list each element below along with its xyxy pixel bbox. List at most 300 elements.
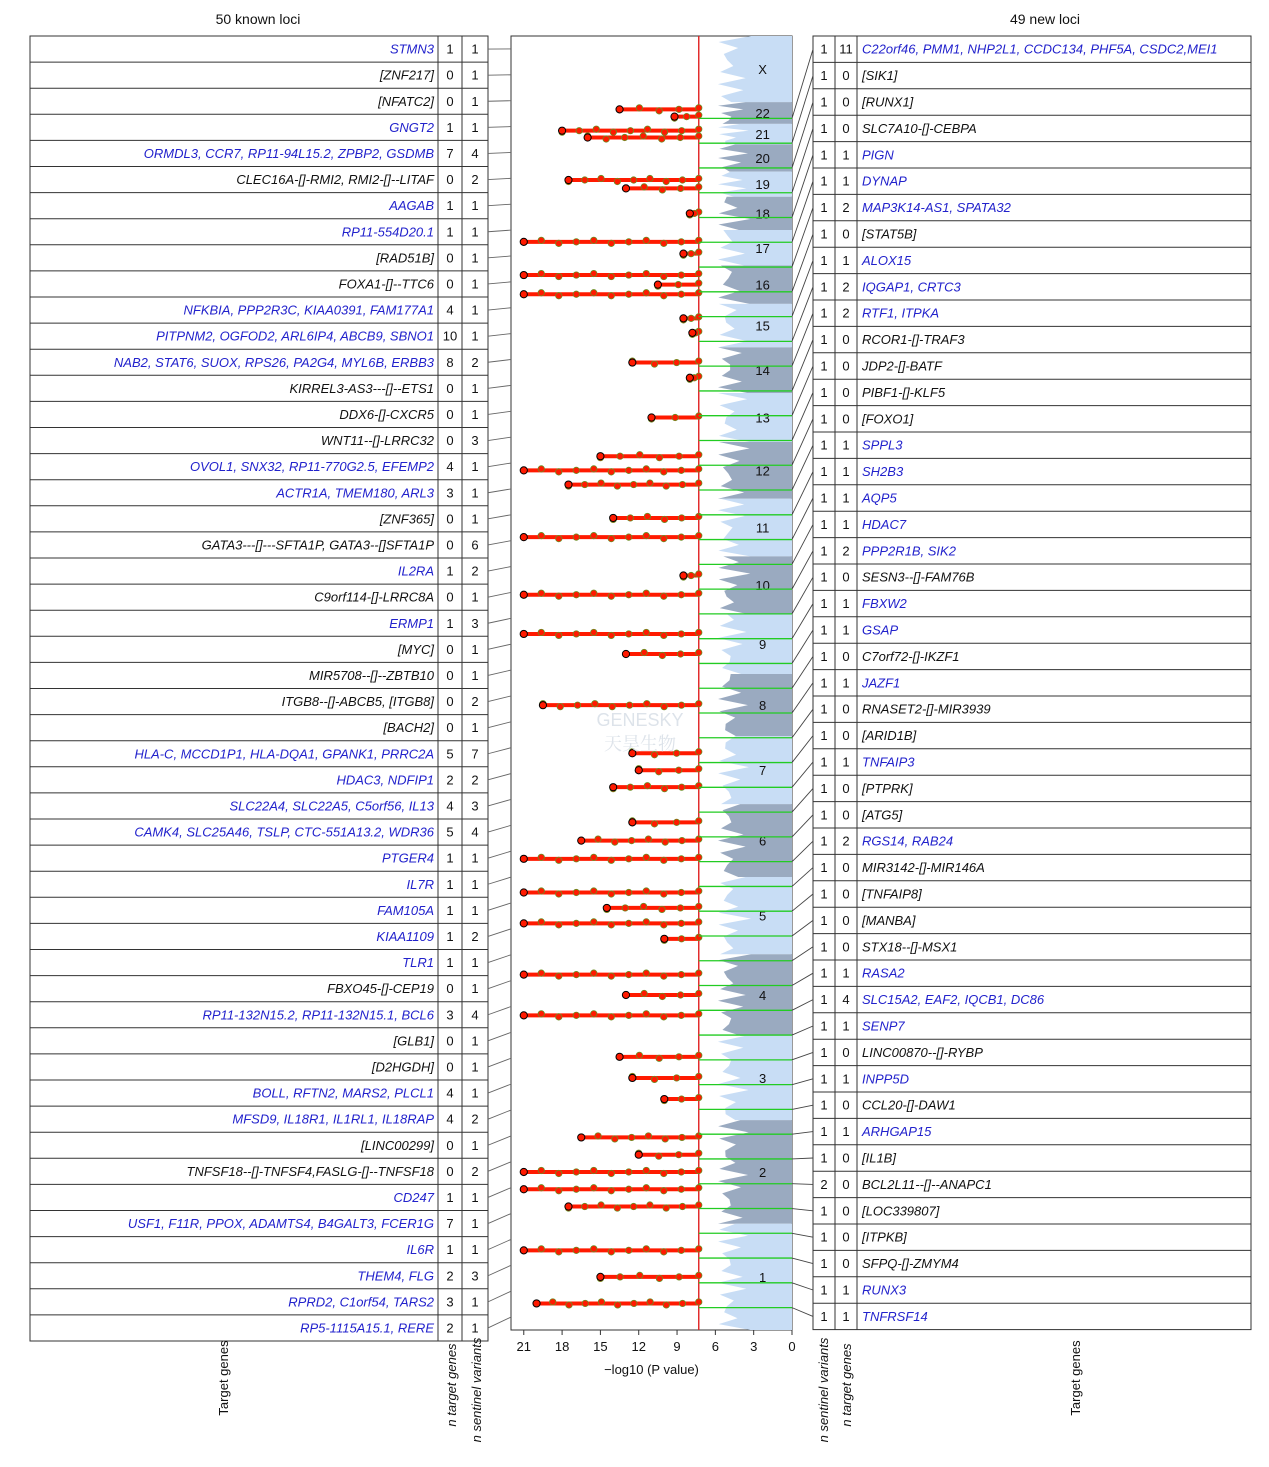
- new-locus-n-target-genes: 1: [842, 464, 850, 480]
- known-locus-n-target-genes: 0: [446, 537, 454, 553]
- sentinel-point: [622, 185, 629, 192]
- peak-point: [679, 177, 685, 183]
- peak-point: [675, 281, 681, 287]
- known-locus-n-target-genes: 7: [446, 1216, 454, 1232]
- new-locus-n-target-genes: 2: [842, 305, 850, 321]
- peak-point: [656, 1275, 662, 1281]
- peak-point: [661, 922, 667, 928]
- peak-point: [626, 889, 632, 895]
- new-locus-n-target-genes: 1: [842, 173, 850, 189]
- new-locus-n-target-genes: 0: [842, 94, 850, 110]
- peak-point: [678, 515, 684, 521]
- peak-point: [617, 453, 623, 459]
- new-locus-n-sentinel: 1: [820, 1044, 828, 1060]
- known-locus-genes: RPRD2, C1orf54, TARS2: [288, 1294, 434, 1310]
- known-locus-n-sentinel: 1: [471, 1137, 479, 1153]
- new-locus-genes: SESN3--[]-FAM76B: [862, 569, 975, 585]
- peak-point: [679, 1300, 685, 1306]
- new-locus-n-sentinel: 1: [820, 648, 828, 664]
- peak-point: [538, 854, 544, 860]
- sentinel-point: [603, 904, 610, 911]
- new-locus-connector: [792, 868, 813, 887]
- new-locus-n-sentinel: 1: [820, 384, 828, 400]
- peak-point: [556, 922, 562, 928]
- known-locus-n-target-genes: 1: [446, 876, 454, 892]
- known-locus-genes: IL6R: [406, 1242, 434, 1258]
- known-locus-connector: [488, 774, 511, 780]
- known-locus-n-target-genes: 0: [446, 172, 454, 188]
- new-locus-n-target-genes: 2: [842, 200, 850, 216]
- chromosome-label: 16: [755, 277, 770, 293]
- peak-point: [661, 1014, 667, 1020]
- known-locus-n-sentinel: 2: [471, 563, 479, 579]
- new-locus-genes: RNASET2-[]-MIR3939: [862, 701, 991, 717]
- peak-point: [678, 784, 684, 790]
- x-tick-label: 9: [673, 1339, 681, 1354]
- new-locus-n-target-genes: 0: [842, 912, 850, 928]
- peak-point: [696, 700, 702, 706]
- peak-point: [643, 1011, 649, 1017]
- known-locus-genes: FAM105A: [377, 902, 434, 918]
- known-locus-genes: USF1, F11R, PPOX, ADAMTS4, B4GALT3, FCER1G: [127, 1216, 434, 1232]
- peak-point: [608, 973, 614, 979]
- new-locus-n-target-genes: 1: [842, 675, 850, 691]
- peak-point: [573, 856, 579, 862]
- peak-point: [647, 175, 653, 181]
- peak-point: [696, 990, 702, 996]
- peak-point: [641, 649, 647, 655]
- peak-point: [696, 1272, 702, 1278]
- new-locus-connector: [792, 788, 813, 812]
- peak-point: [576, 127, 582, 133]
- new-locus-genes: [LOC339807]: [862, 1203, 940, 1219]
- new-locus-connector: [792, 1079, 813, 1085]
- new-locus-genes: SLC15A2, EAF2, IQCB1, DC86: [862, 992, 1045, 1008]
- new-locus-n-target-genes: 1: [842, 252, 850, 268]
- new-locus-connector: [792, 366, 813, 416]
- new-locus-n-sentinel: 1: [820, 464, 828, 480]
- peak-point: [677, 905, 683, 911]
- peak-point: [661, 516, 667, 522]
- known-locus-connector: [488, 541, 511, 545]
- new-locus-genes: C22orf46, PMM1, NHP2L1, CCDC134, PHF5A, CSDC2,MEI1: [862, 41, 1218, 57]
- peak-point: [678, 592, 684, 598]
- peak-point: [661, 293, 667, 299]
- new-locus-n-sentinel: 1: [820, 147, 828, 163]
- known-locus-n-sentinel: 1: [471, 1059, 479, 1075]
- known-locus-connector: [488, 851, 511, 858]
- peak-point: [661, 469, 667, 475]
- peak-point: [696, 1094, 702, 1100]
- peak-point: [643, 290, 649, 296]
- known-locus-n-target-genes: 2: [446, 772, 454, 788]
- new-locus-n-target-genes: 0: [842, 1044, 850, 1060]
- new-locus-n-sentinel: 1: [820, 912, 828, 928]
- peak-point: [614, 1302, 620, 1308]
- x-tick-label: 15: [593, 1339, 608, 1354]
- known-locus-n-sentinel: 1: [471, 380, 479, 396]
- peak-point: [696, 452, 702, 458]
- peak-point: [663, 1302, 669, 1308]
- peak-point: [595, 836, 601, 842]
- peak-point: [678, 920, 684, 926]
- peak-point: [661, 593, 667, 599]
- sentinel-point: [565, 481, 572, 488]
- peak-point: [663, 1205, 669, 1211]
- known-locus-genes: PTGER4: [381, 850, 434, 866]
- new-locus-n-sentinel: 1: [820, 1071, 828, 1087]
- peak-point: [644, 782, 650, 788]
- peak-point: [591, 1246, 597, 1252]
- new-locus-connector: [792, 736, 813, 763]
- known-locus-n-target-genes: 0: [446, 276, 454, 292]
- peak-point: [661, 785, 667, 791]
- sentinel-point: [520, 591, 527, 598]
- new-locus-n-target-genes: 0: [842, 1203, 850, 1219]
- x-tick-label: 0: [788, 1339, 796, 1354]
- sentinel-point: [520, 889, 527, 896]
- new-locus-connector: [792, 630, 813, 663]
- new-locus-n-sentinel: 1: [820, 490, 828, 506]
- sentinel-point: [654, 281, 661, 288]
- peak-point: [662, 839, 668, 845]
- sentinel-point: [597, 1273, 604, 1280]
- chromosome-label: 13: [755, 410, 770, 426]
- peak-point: [582, 177, 588, 183]
- peak-point: [661, 973, 667, 979]
- left-panel-title: 50 known loci: [215, 11, 301, 27]
- sentinel-point: [686, 210, 693, 217]
- new-locus-genes: TNFAIP3: [862, 754, 915, 770]
- new-locus-n-sentinel: 2: [820, 1176, 828, 1192]
- peak-point: [591, 237, 597, 243]
- peak-point: [673, 819, 679, 825]
- new-loci-table: [813, 36, 1251, 1330]
- peak-point: [678, 291, 684, 297]
- new-locus-genes: RUNX3: [862, 1282, 907, 1298]
- known-locus-connector: [488, 230, 511, 232]
- known-locus-n-target-genes: 3: [446, 1007, 454, 1023]
- peak-point: [591, 1011, 597, 1017]
- peak-point: [696, 133, 702, 139]
- new-locus-genes: SFPQ-[]-ZMYM4: [862, 1256, 959, 1272]
- peak-point: [556, 1014, 562, 1020]
- known-locus-connector: [488, 1007, 511, 1015]
- peak-point: [538, 1011, 544, 1017]
- peak-point: [678, 856, 684, 862]
- known-locus-n-target-genes: 2: [446, 1268, 454, 1284]
- known-locus-n-sentinel: 1: [471, 720, 479, 736]
- known-locus-connector: [488, 644, 511, 649]
- new-locus-n-sentinel: 1: [820, 992, 828, 1008]
- peak-point: [643, 237, 649, 243]
- known-locus-n-sentinel: 1: [471, 302, 479, 318]
- peak-point: [626, 1012, 632, 1018]
- sentinel-point: [629, 819, 636, 826]
- known-locus-n-target-genes: 4: [446, 1111, 454, 1127]
- right-n-target-genes-label: n target genes: [839, 1343, 854, 1427]
- known-locus-connector: [488, 152, 511, 153]
- new-locus-genes: IQGAP1, CRTC3: [862, 279, 961, 295]
- new-locus-genes: [STAT5B]: [862, 226, 917, 242]
- known-locus-genes: THEM4, FLG: [357, 1268, 434, 1284]
- peak-point: [636, 1052, 642, 1058]
- known-locus-n-sentinel: 2: [471, 772, 479, 788]
- peak-point: [538, 270, 544, 276]
- known-locus-n-target-genes: 1: [446, 224, 454, 240]
- known-locus-genes: ORMDL3, CCR7, RP11-94L15.2, ZPBP2, GSDMB: [143, 145, 434, 161]
- left-n-target-genes-label: n target genes: [444, 1343, 459, 1427]
- new-locus-n-sentinel: 1: [820, 728, 828, 744]
- sentinel-point: [610, 514, 617, 521]
- chromosome-label: 17: [755, 240, 770, 256]
- sentinel-point: [610, 784, 617, 791]
- new-locus-n-sentinel: 1: [820, 1229, 828, 1245]
- peak-point: [627, 515, 633, 521]
- known-locus-n-sentinel: 1: [471, 250, 479, 266]
- sentinel-point: [680, 250, 687, 257]
- new-locus-connector: [792, 920, 813, 936]
- new-locus-n-sentinel: 1: [820, 701, 828, 717]
- known-locus-n-sentinel: 1: [471, 328, 479, 344]
- peak-point: [661, 535, 667, 541]
- peak-point: [556, 1188, 562, 1194]
- peak-point: [556, 1249, 562, 1255]
- peak-point: [676, 767, 682, 773]
- sentinel-point: [686, 374, 693, 381]
- peak-point: [626, 856, 632, 862]
- peak-point: [656, 1055, 662, 1061]
- peak-point: [678, 239, 684, 245]
- new-locus-n-sentinel: 1: [820, 675, 828, 691]
- peak-point: [626, 702, 632, 708]
- peak-point: [696, 1150, 702, 1156]
- known-locus-connector: [488, 256, 511, 258]
- peak-point: [679, 837, 685, 843]
- peak-point: [538, 888, 544, 894]
- new-locus-genes: MIR3142-[]-MIR146A: [862, 860, 985, 876]
- peak-point: [643, 1167, 649, 1173]
- new-locus-n-sentinel: 1: [820, 1018, 828, 1034]
- peak-point: [582, 1300, 588, 1306]
- known-locus-genes: RP5-1115A15.1, RERE: [300, 1320, 434, 1336]
- sentinel-point: [520, 291, 527, 298]
- known-locus-n-sentinel: 1: [471, 589, 479, 605]
- peak-point: [631, 1300, 637, 1306]
- chromosome-label: 1: [759, 1269, 767, 1285]
- new-locus-n-target-genes: 0: [842, 939, 850, 955]
- peak-point: [556, 293, 562, 299]
- peak-point: [614, 1205, 620, 1211]
- peak-point: [556, 593, 562, 599]
- new-locus-connector: [792, 1105, 813, 1109]
- known-locus-genes: [LINC00299]: [361, 1137, 434, 1153]
- peak-point: [538, 237, 544, 243]
- known-locus-genes: CD247: [393, 1189, 434, 1205]
- known-locus-n-sentinel: 2: [471, 354, 479, 370]
- new-locus-n-sentinel: 1: [820, 860, 828, 876]
- peak-point: [659, 906, 665, 912]
- new-locus-genes: FBXW2: [862, 596, 907, 612]
- known-locus-genes: [RAD51B]: [376, 250, 434, 266]
- peak-point: [678, 127, 684, 133]
- peak-point: [696, 184, 702, 190]
- chromosome-label: 14: [755, 363, 770, 379]
- known-locus-n-target-genes: 5: [446, 746, 454, 762]
- chromosome-label: 18: [755, 206, 770, 222]
- sentinel-point: [558, 127, 565, 134]
- peak-point: [651, 821, 657, 827]
- peak-point: [661, 857, 667, 863]
- known-locus-n-target-genes: 0: [446, 406, 454, 422]
- peak-point: [627, 784, 633, 790]
- new-locus-connector: [792, 155, 813, 218]
- known-locus-n-sentinel: 1: [471, 511, 479, 527]
- sentinel-point: [578, 1134, 585, 1141]
- new-locus-genes: [IL1B]: [862, 1150, 896, 1166]
- peak-point: [573, 971, 579, 977]
- peak-point: [678, 971, 684, 977]
- known-locus-n-sentinel: 2: [471, 928, 479, 944]
- chromosome-label: 8: [759, 698, 767, 714]
- peak-point: [550, 1299, 556, 1305]
- new-locus-genes: TNFRSF14: [862, 1308, 928, 1324]
- sentinel-point: [629, 1074, 636, 1081]
- known-loci-table: [30, 36, 488, 1341]
- sentinel-point: [565, 1203, 572, 1210]
- known-locus-n-target-genes: 1: [446, 955, 454, 971]
- new-locus-genes: [ARID1B]: [862, 728, 917, 744]
- new-locus-n-target-genes: 11: [839, 41, 853, 57]
- known-locus-genes: DDX6-[]-CXCR5: [339, 406, 434, 422]
- known-locus-n-sentinel: 1: [471, 876, 479, 892]
- peak-point: [661, 1249, 667, 1255]
- peak-point: [641, 184, 647, 190]
- new-locus-genes: BCL2L11--[]--ANAPC1: [862, 1176, 992, 1192]
- known-locus-n-sentinel: 2: [471, 172, 479, 188]
- watermark-brand: GENESKY: [596, 710, 684, 730]
- left-n-sentinel-label: n sentinel variants: [469, 1337, 484, 1443]
- known-locus-n-sentinel: 4: [471, 145, 479, 161]
- new-locus-n-target-genes: 1: [842, 1282, 850, 1298]
- peak-point: [696, 766, 702, 772]
- new-locus-connector: [792, 947, 813, 961]
- new-locus-connector: [792, 472, 813, 515]
- peak-point: [643, 270, 649, 276]
- peak-point: [610, 129, 616, 135]
- peak-point: [592, 700, 598, 706]
- x-tick-label: 21: [516, 1339, 532, 1354]
- peak-point: [696, 1052, 702, 1058]
- new-locus-genes: AQP5: [862, 490, 897, 506]
- peak-point: [678, 1012, 684, 1018]
- peak-point: [643, 466, 649, 472]
- sentinel-point: [520, 971, 527, 978]
- peak-point: [608, 922, 614, 928]
- sentinel-point: [520, 238, 527, 245]
- new-locus-connector: [792, 128, 813, 192]
- new-locus-genes: RGS14, RAB24: [862, 833, 954, 849]
- peak-point: [573, 1012, 579, 1018]
- new-locus-genes: RASA2: [862, 965, 905, 981]
- peak-point: [582, 481, 588, 487]
- peak-point: [645, 836, 651, 842]
- peak-point: [573, 534, 579, 540]
- known-locus-connector: [488, 489, 511, 493]
- new-locus-n-target-genes: 1: [842, 622, 850, 638]
- peak-point: [696, 629, 702, 635]
- known-locus-n-sentinel: 2: [471, 694, 479, 710]
- new-locus-n-sentinel: 1: [820, 754, 828, 770]
- peak-point: [678, 1096, 684, 1102]
- peak-point: [696, 571, 702, 577]
- known-locus-n-target-genes: 0: [446, 1163, 454, 1179]
- peak-point: [696, 1299, 702, 1305]
- known-locus-n-target-genes: 4: [446, 798, 454, 814]
- known-locus-n-sentinel: 2: [471, 1163, 479, 1179]
- sentinel-point: [539, 702, 546, 709]
- new-locus-connector: [792, 181, 813, 242]
- peak-point: [591, 888, 597, 894]
- new-locus-n-sentinel: 1: [820, 569, 828, 585]
- new-locus-n-target-genes: 1: [842, 147, 850, 163]
- x-axis: [517, 1330, 796, 1377]
- known-locus-n-sentinel: 1: [471, 1294, 479, 1310]
- peak-point: [643, 532, 649, 538]
- new-locus-genes: [FOXO1]: [862, 411, 914, 427]
- new-locus-connector: [792, 524, 813, 564]
- peak-point: [582, 1203, 588, 1209]
- x-axis-label: −log10 (P value): [604, 1362, 699, 1377]
- peak-point: [672, 414, 678, 420]
- peak-point: [626, 920, 632, 926]
- new-locus-n-sentinel: 1: [820, 543, 828, 559]
- peak-point: [662, 1136, 668, 1142]
- known-locus-genes: C9orf114-[]-LRRC8A: [314, 589, 434, 605]
- known-locus-n-sentinel: 1: [471, 459, 479, 475]
- known-locus-connector: [488, 877, 511, 884]
- new-locus-n-sentinel: 1: [820, 1203, 828, 1219]
- chromosome-label: 9: [759, 636, 767, 652]
- known-locus-connector: [488, 334, 511, 337]
- peak-point: [608, 1014, 614, 1020]
- known-locus-n-target-genes: 0: [446, 93, 454, 109]
- peak-point: [538, 590, 544, 596]
- new-locus-connector: [792, 102, 813, 168]
- known-locus-connector: [488, 592, 511, 597]
- peak-point: [574, 702, 580, 708]
- known-locus-connector: [488, 437, 511, 440]
- new-locus-n-target-genes: 2: [842, 543, 850, 559]
- peak-point: [679, 1203, 685, 1209]
- known-locus-genes: NAB2, STAT6, SUOX, RPS26, PA2G4, MYL6B, ERBB3: [113, 354, 434, 370]
- right-panel-title: 49 new loci: [1009, 11, 1081, 27]
- peak-point: [608, 240, 614, 246]
- peak-point: [591, 854, 597, 860]
- sentinel-point: [578, 837, 585, 844]
- peak-point: [643, 919, 649, 925]
- peak-point: [678, 272, 684, 278]
- peak-point: [630, 177, 636, 183]
- chromosome-label: 15: [755, 318, 770, 334]
- new-locus-n-sentinel: 1: [820, 1124, 828, 1140]
- peak-point: [661, 1188, 667, 1194]
- new-locus-genes: PIGN: [862, 147, 894, 163]
- peak-point: [538, 532, 544, 538]
- new-locus-n-target-genes: 0: [842, 358, 850, 374]
- new-locus-n-sentinel: 1: [820, 173, 828, 189]
- peak-point: [626, 272, 632, 278]
